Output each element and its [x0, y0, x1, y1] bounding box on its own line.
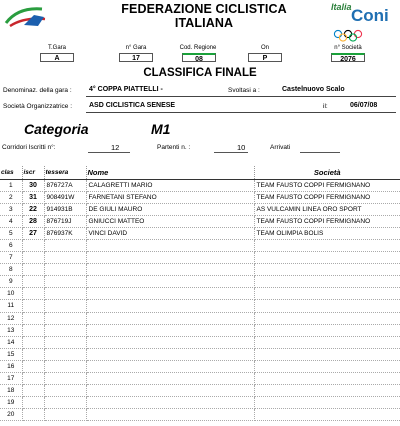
table-header-row — [0, 166, 400, 180]
partenti-value: 10 — [237, 143, 246, 152]
denominaz-value: 4° COPPA PIATTELLI - — [89, 86, 163, 93]
cell-position: 12 — [0, 312, 22, 324]
coni-italia-text: Italia — [331, 2, 352, 12]
table-row — [0, 216, 400, 228]
cell-iscr — [22, 276, 44, 288]
cell-iscr — [22, 336, 44, 348]
cell-iscr — [22, 360, 44, 372]
cell-nome — [86, 264, 254, 276]
cell-iscr — [22, 252, 44, 264]
iscritti-label: Corridori Iscritti n°: — [2, 144, 56, 151]
ngara-field: 17 — [119, 53, 153, 62]
cell-iscr: 22 — [22, 204, 44, 216]
table-row — [0, 288, 400, 300]
cell-societa — [254, 300, 400, 312]
cell-iscr — [22, 264, 44, 276]
col-nome: Nome — [86, 166, 254, 180]
cell-position: 10 — [0, 288, 22, 300]
cell-nome — [86, 240, 254, 252]
on-label: On — [260, 45, 269, 51]
cell-tessera — [44, 384, 86, 396]
arrivati-underline — [300, 152, 340, 153]
cell-iscr: 28 — [22, 216, 44, 228]
cell-nome: FARNETANI STEFANO — [86, 192, 254, 204]
cell-tessera: 876719J — [44, 216, 86, 228]
cell-nome — [86, 396, 254, 408]
results-table — [0, 166, 400, 421]
cell-societa — [254, 240, 400, 252]
table-row — [0, 180, 400, 192]
cell-position: 15 — [0, 348, 22, 360]
table-row — [0, 396, 400, 408]
societa-num-field: 2076 — [331, 53, 365, 62]
cell-position: 11 — [0, 300, 22, 312]
cell-position: 3 — [0, 204, 22, 216]
tgara-field: A — [40, 53, 74, 62]
cell-societa — [254, 276, 400, 288]
cell-tessera — [44, 252, 86, 264]
cell-iscr — [22, 408, 44, 420]
cell-societa — [254, 288, 400, 300]
table-row — [0, 264, 400, 276]
cell-societa — [254, 384, 400, 396]
cell-tessera — [44, 372, 86, 384]
cell-tessera: 914931B — [44, 204, 86, 216]
table-row — [0, 252, 400, 264]
categoria-label: Categoria — [24, 121, 89, 137]
categoria-value: M1 — [151, 121, 171, 137]
table-row — [0, 384, 400, 396]
cell-nome — [86, 312, 254, 324]
cell-nome — [86, 288, 254, 300]
cell-iscr — [22, 372, 44, 384]
cell-iscr — [22, 348, 44, 360]
societa-num-label: n° Società — [334, 45, 362, 51]
table-row — [0, 408, 400, 420]
cell-nome — [86, 372, 254, 384]
table-row — [0, 228, 400, 240]
cell-iscr — [22, 240, 44, 252]
table-row — [0, 360, 400, 372]
cell-iscr — [22, 396, 44, 408]
cell-nome — [86, 348, 254, 360]
cell-iscr: 30 — [22, 180, 44, 192]
regione-field: 08 — [182, 53, 216, 62]
cell-societa — [254, 252, 400, 264]
divider — [86, 112, 396, 113]
cell-tessera — [44, 348, 86, 360]
tgara-label: T.Gara — [47, 45, 66, 51]
denominaz-label: Denominaz. della gara : — [3, 87, 72, 94]
coni-text: Coni — [351, 6, 389, 25]
classifica-title: CLASSIFICA FINALE — [143, 67, 257, 79]
table-row — [0, 336, 400, 348]
coni-logo-icon — [331, 2, 397, 42]
cell-nome — [86, 324, 254, 336]
org-label: Società Organizzatrice : — [3, 103, 73, 110]
cell-nome: VINCI DAVID — [86, 228, 254, 240]
cell-nome: CALAGRETTI MARIO — [86, 180, 254, 192]
partenti-underline — [214, 152, 248, 153]
cell-nome — [86, 384, 254, 396]
cell-societa — [254, 264, 400, 276]
org-value: ASD CICLISTICA SENESE — [89, 102, 176, 109]
cell-societa: TEAM FAUSTO COPPI FERMIGNANO — [254, 180, 400, 192]
cell-iscr: 31 — [22, 192, 44, 204]
cell-tessera: 908491W — [44, 192, 86, 204]
svolta-value: Castelnuovo Scalo — [282, 86, 345, 93]
cell-nome: DE GIULI MAURO — [86, 204, 254, 216]
cell-iscr — [22, 324, 44, 336]
cell-societa: TEAM FAUSTO COPPI FERMIGNANO — [254, 192, 400, 204]
cell-tessera — [44, 312, 86, 324]
cell-societa — [254, 324, 400, 336]
cell-position: 13 — [0, 324, 22, 336]
cell-tessera — [44, 360, 86, 372]
regione-label: Cod. Regione — [179, 45, 217, 51]
col-iscr: iscr — [22, 166, 44, 180]
table-row — [0, 324, 400, 336]
on-field: P — [248, 53, 282, 62]
cell-position: 16 — [0, 360, 22, 372]
cell-position: 20 — [0, 408, 22, 420]
cell-tessera — [44, 288, 86, 300]
col-clas: clas — [0, 166, 22, 180]
il-value: 06/07/08 — [350, 102, 378, 109]
cell-societa — [254, 312, 400, 324]
cell-position: 17 — [0, 372, 22, 384]
cell-position: 4 — [0, 216, 22, 228]
table-row — [0, 312, 400, 324]
il-label: il: — [323, 103, 328, 110]
federation-title: FEDERAZIONE CICLISTICA ITALIANA — [121, 2, 287, 30]
cell-nome — [86, 252, 254, 264]
cell-position: 19 — [0, 396, 22, 408]
cell-nome — [86, 300, 254, 312]
cell-tessera — [44, 264, 86, 276]
cell-societa — [254, 372, 400, 384]
cell-tessera: 876937K — [44, 228, 86, 240]
iscritti-underline — [88, 152, 130, 153]
results-body — [0, 180, 400, 421]
cell-position: 6 — [0, 240, 22, 252]
cell-position: 5 — [0, 228, 22, 240]
cell-tessera — [44, 336, 86, 348]
arrivati-label: Arrivati — [270, 144, 291, 151]
cell-position: 7 — [0, 252, 22, 264]
fci-logo-icon — [4, 5, 46, 27]
table-row — [0, 300, 400, 312]
cell-position: 8 — [0, 264, 22, 276]
cell-iscr — [22, 288, 44, 300]
cell-iscr — [22, 312, 44, 324]
ngara-label: n° Gara — [125, 45, 147, 51]
cell-societa — [254, 396, 400, 408]
cell-tessera — [44, 240, 86, 252]
table-row — [0, 276, 400, 288]
table-row — [0, 204, 400, 216]
col-societa: Società — [254, 166, 400, 180]
olympic-rings-icon — [333, 29, 363, 42]
cell-tessera — [44, 396, 86, 408]
table-row — [0, 372, 400, 384]
cell-tessera — [44, 408, 86, 420]
cell-societa — [254, 408, 400, 420]
cell-iscr — [22, 384, 44, 396]
cell-societa: TEAM FAUSTO COPPI FERMIGNANO — [254, 216, 400, 228]
cell-societa: TEAM OLIMPIA BOLIS — [254, 228, 400, 240]
table-row — [0, 192, 400, 204]
cell-societa — [254, 360, 400, 372]
cell-tessera — [44, 300, 86, 312]
cell-tessera: 876727A — [44, 180, 86, 192]
cell-position: 14 — [0, 336, 22, 348]
partenti-label: Partenti n. : — [157, 144, 191, 151]
cell-tessera — [44, 276, 86, 288]
cell-nome — [86, 360, 254, 372]
table-row — [0, 348, 400, 360]
cell-societa: AS VULCAMIN LINEA ORO SPORT — [254, 204, 400, 216]
table-row — [0, 240, 400, 252]
cell-nome: GNIUCCI MATTEO — [86, 216, 254, 228]
col-tessera: tessera — [44, 166, 86, 180]
cell-position: 18 — [0, 384, 22, 396]
cell-nome — [86, 276, 254, 288]
divider — [86, 96, 396, 97]
iscritti-value: 12 — [111, 143, 120, 152]
svolta-label: Svoltasi a : — [228, 87, 260, 94]
cell-iscr: 27 — [22, 228, 44, 240]
cell-societa — [254, 336, 400, 348]
cell-tessera — [44, 324, 86, 336]
cell-position: 1 — [0, 180, 22, 192]
cell-nome — [86, 408, 254, 420]
cell-iscr — [22, 300, 44, 312]
cell-position: 2 — [0, 192, 22, 204]
cell-position: 9 — [0, 276, 22, 288]
cell-societa — [254, 348, 400, 360]
cell-nome — [86, 336, 254, 348]
